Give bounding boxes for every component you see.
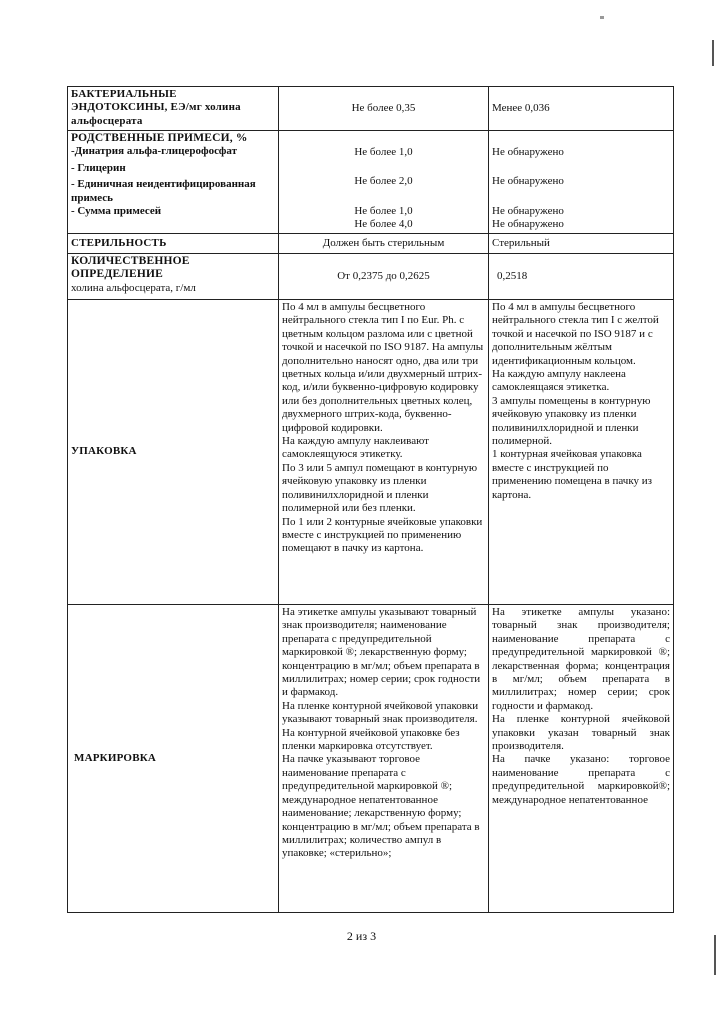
norm-endotoxins: Не более 0,35: [279, 87, 489, 131]
row-label-sterility: СТЕРИЛЬНОСТЬ: [68, 234, 279, 254]
packaging-norm-cell: [279, 300, 489, 605]
packaging-result-paragraph: На каждую ампулу наклеена самоклеящаяся этикетка.: [492, 368, 626, 394]
impurity-norm-1: Не более 2,0: [354, 175, 413, 188]
packaging-result-paragraph: 3 ампулы помещены в контурную ячейковую упаковку из пленки поливинилхлоридной и пленки полимерной.: [492, 394, 651, 448]
result-assay: 0,2518: [489, 254, 674, 300]
table-row-marking: [68, 605, 674, 913]
impurity-norm-0: Не более 1,0: [354, 146, 413, 158]
table-row-impurities: [68, 131, 674, 234]
impurity-name-2: - Единичная неидентифицированная примесь: [71, 178, 256, 204]
page-number: 2 из 3: [346, 929, 377, 943]
specification-table: [67, 86, 674, 913]
packaging-result-cell: [489, 300, 674, 605]
impurity-name-1: - Глицерин: [71, 161, 126, 174]
packaging-norm-paragraph: По 1 или 2 контурные ячейковые упаковки вместе с инструкцией по применению помещают в пачку из картона.: [282, 515, 483, 555]
table-row-sterility: [68, 234, 674, 254]
packaging-norm-paragraph: По 4 мл в ампулы бесцветного нейтрального стекла тип I по Eur. Ph. с цветным кольцом разлома или с цветной точкой и насечкой по ISO 9187. На ампулы дополнительно наносят одно, два или три цветных кольца и/или двухмерный штрих-код, и/или буквенно-цифровую кодировку или без дополнительных цветных колец, двухмерного штрих-кода, буквенно-цифровой кодировки.: [282, 301, 484, 434]
row-label-endotoxins: БАКТЕРИАЛЬНЫЕ ЭНДОТОКСИНЫ, ЕЭ/мг холина альфосцерата: [68, 87, 279, 131]
marking-norm-paragraph: На контурной ячейковой упаковке без пленки маркировка отсутствует.: [282, 726, 460, 753]
marking-result-paragraph: На этикетке ампулы указано: товарный знак производителя; наименование препарата с предупредительной маркировкой ®; лекарственная форма; концентрация в мг/мл; объем препарата в миллилитрах; номер серии; срок годности и фармакод.: [492, 606, 670, 712]
marking-norm-paragraph: На пачке указывают торговое наименование препарата с предупредительной маркировкой ®; международное непатентованное наименование; лекарственную форму; концентрацию в мг/мл; объем препарата в миллилитрах; количество ампул в упаковке; «стерильно»;: [282, 753, 480, 860]
impurity-result-1: Не обнаружено: [492, 175, 564, 188]
impurity-result-3: Не обнаружено: [492, 218, 564, 231]
impurities-heading: РОДСТВЕННЫЕ ПРИМЕСИ, %: [71, 132, 248, 144]
table-row-assay: [68, 254, 674, 300]
norm-sterility: Должен быть стерильным: [279, 234, 489, 254]
row-label-packaging: УПАКОВКА: [68, 300, 279, 605]
table-row-packaging: [68, 300, 674, 605]
row-label-assay: КОЛИЧЕСТВЕННОЕ ОПРЕДЕЛЕНИЕ: [71, 255, 190, 281]
table-row-endotoxins: [68, 87, 674, 131]
impurities-norm-cell: [279, 131, 489, 234]
impurities-result-cell: [489, 131, 674, 234]
packaging-result-paragraph: По 4 мл в ампулы бесцветного нейтрального стекла тип I с желтой точкой и насечкой по ISO 9187 и с дополнительным жёлтым идентификационным кольцом.: [492, 301, 659, 367]
scan-artifact: [712, 40, 714, 66]
scan-artifact: [600, 16, 604, 19]
scan-artifact: [714, 935, 716, 975]
marking-result-paragraph: На пачке указано: торговое наименование препарата с предупредительной маркировкой®; международное непатентованное: [492, 753, 670, 806]
impurity-name-0: -Динатрия альфа-глицерофосфат: [71, 145, 238, 158]
row-label-marking: МАРКИРОВКА: [68, 605, 279, 913]
impurity-result-0: Не обнаружено: [492, 146, 564, 158]
row-sublabel-assay: холина альфосцерата, г/мл: [71, 281, 196, 294]
marking-result-paragraph: На пленке контурной ячейковой упаковки указан товарный знак производителя.: [492, 713, 670, 753]
result-endotoxins: Менее 0,036: [489, 87, 674, 131]
marking-norm-paragraph: На этикетке ампулы указывают товарный знак производителя; наименование препарата с предупредительной маркировкой ®; лекарственную форму; концентрацию в мг/мл; объем препарата в миллилитрах; номер серии; срок годности и фармакод.: [282, 606, 481, 699]
impurity-norm-3: Не более 4,0: [354, 218, 413, 231]
row-label-assay-cell: [68, 254, 279, 300]
marking-norm-cell: [279, 605, 489, 913]
packaging-norm-paragraph: По 3 или 5 ампул помещают в контурную ячейковую упаковку из пленки поливинилхлоридной и пленки полимерной или без пленки.: [282, 461, 478, 515]
impurity-norm-2: Не более 1,0: [354, 204, 413, 217]
packaging-result-paragraph: 1 контурная ячейковая упаковка вместе с инструкцией по применению помещена в пачку из картона.: [492, 448, 652, 501]
packaging-norm-paragraph: На каждую ампулу наклеивают самоклеящуюся этикетку.: [282, 435, 429, 461]
impurity-name-3: - Сумма примесей: [71, 205, 162, 218]
norm-assay: От 0,2375 до 0,2625: [279, 254, 489, 300]
impurity-result-2: Не обнаружено: [492, 204, 564, 217]
result-sterility: Стерильный: [489, 234, 674, 254]
marking-norm-paragraph: На пленке контурной ячейковой упаковки указывают товарный знак производителя.: [282, 699, 479, 726]
marking-result-cell: [489, 605, 674, 913]
row-label-impurities: [68, 131, 279, 234]
